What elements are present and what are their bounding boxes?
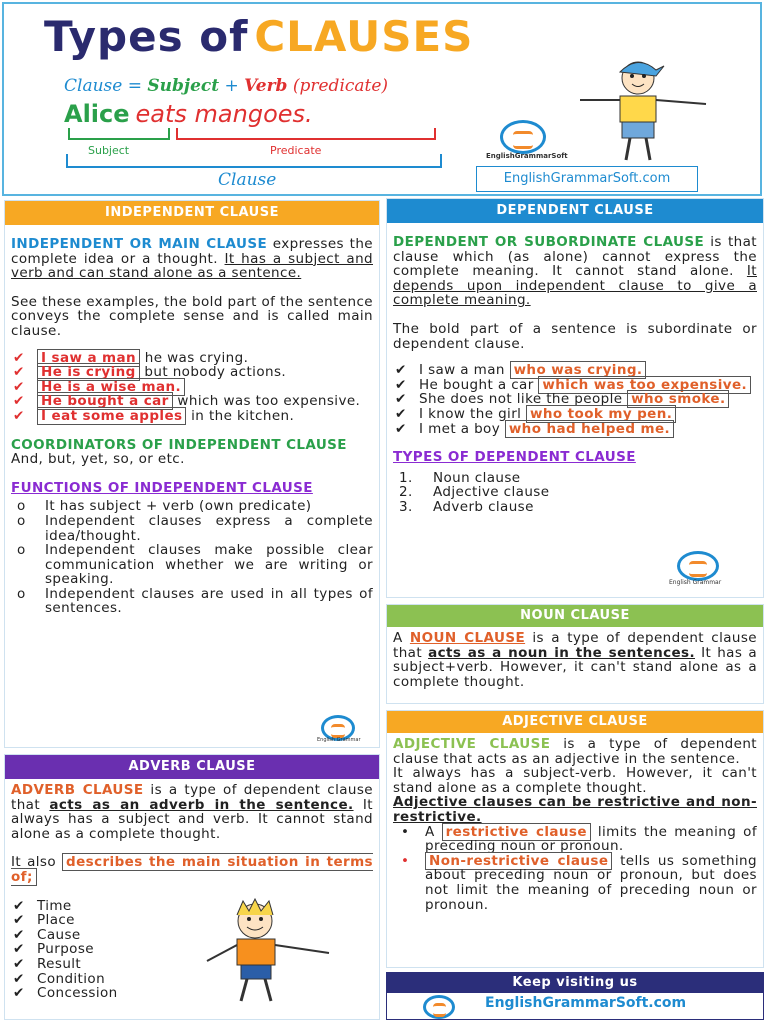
check-icon: ✔ <box>395 362 407 379</box>
adverb-text-1: is a type of dependent clause that <box>11 782 373 813</box>
independent-clause-section <box>4 200 380 748</box>
formula-predicate: (predicate) <box>292 76 389 96</box>
formula-clause: Clause <box>64 76 123 96</box>
adjective-item-text: tells us something about preceding noun or pronoun, but does not limit the meaning of preceding noun or pronoun. <box>425 852 757 913</box>
check-icon: ✔ <box>13 364 25 381</box>
example-rest: he was crying. <box>144 349 249 366</box>
brand-logo-icon <box>423 995 455 1019</box>
independent-intro <box>11 237 373 281</box>
dependent-intro-text: is that clause which (as alone) cannot express the complete meaning. It cannot stand alone. <box>393 234 757 280</box>
type-label: Adjective clause <box>433 484 550 501</box>
adverb-term-label: Result <box>37 955 82 972</box>
dependent-intro-term: DEPENDENT OR SUBORDINATE CLAUSE <box>393 234 705 250</box>
adverb-also-boxed: describes the main situation in terms of; <box>11 854 373 885</box>
adverb-term-label: Concession <box>37 985 118 1002</box>
site-link[interactable]: EnglishGrammarSoft.com <box>476 166 698 192</box>
type-label: Noun clause <box>433 469 521 486</box>
example-main-clause: He is crying <box>37 363 140 381</box>
list-item <box>393 422 757 437</box>
check-icon: ✔ <box>13 897 25 914</box>
adjective-text-1: is a type of dependent clause that acts as an adjective in the sentence. <box>393 736 757 767</box>
dependent-clause-section <box>386 198 764 598</box>
noun-heading: NOUN CLAUSE <box>387 605 763 627</box>
adjective-item-pre: A <box>425 823 435 840</box>
subject-label: Subject <box>88 144 130 157</box>
example-rest: which was too expensive. <box>177 393 361 410</box>
list-item: o Independent clauses express a complete idea/thought. <box>11 514 373 543</box>
example-main-clause: I eat some apples <box>37 407 186 425</box>
example-start: I know the girl <box>419 405 522 422</box>
independent-examples-list <box>11 351 373 424</box>
adverb-heading: ADVERB CLAUSE <box>5 755 379 779</box>
noun-bold: acts as a noun in the sentences. <box>428 644 696 661</box>
title-part-2: CLAUSES <box>254 12 474 61</box>
bullet-icon: • <box>401 852 410 869</box>
noun-body <box>393 631 757 689</box>
example-main-clause: I saw a man <box>37 349 140 367</box>
header-banner <box>2 2 762 196</box>
adjective-heading: ADJECTIVE CLAUSE <box>387 711 763 733</box>
logo-text: EnglishGrammarSoft <box>486 152 568 160</box>
example-sentence <box>64 100 313 128</box>
dependent-heading: DEPENDENT CLAUSE <box>387 199 763 223</box>
title-part-1: Types of <box>44 12 249 61</box>
list-item: o Independent clauses make possible clear communication whether we are writing or speaking. <box>11 543 373 587</box>
independent-intro-term: INDEPENDENT OR MAIN CLAUSE <box>11 236 268 252</box>
check-icon: ✔ <box>13 926 25 943</box>
formula-verb: Verb <box>244 76 288 96</box>
brand-logo-icon <box>677 551 719 581</box>
independent-body <box>11 237 373 616</box>
brand-logo-icon <box>500 120 546 154</box>
adverb-clause-section <box>4 754 380 1020</box>
functions-heading: FUNCTIONS OF INDEPENDENT CLAUSE <box>11 479 313 496</box>
kid-mascot-icon <box>199 897 339 1009</box>
coordinators-text: And, but, yet, so, or etc. <box>11 451 185 468</box>
page-title <box>44 12 473 61</box>
dependent-body <box>393 235 757 515</box>
example-start: I met a boy <box>419 420 501 437</box>
independent-heading: INDEPENDENT CLAUSE <box>5 201 379 225</box>
adjective-item-term: restrictive clause <box>442 823 591 841</box>
logo-text: English Grammar <box>317 737 361 743</box>
dependent-examples-intro: The bold part of a sentence is subordinate or dependent clause. <box>393 320 757 352</box>
types-heading: TYPES OF DEPENDENT CLAUSE <box>393 449 636 466</box>
example-main-clause: He bought a car <box>37 392 173 410</box>
adjective-item-text: limits the meaning of preceding noun or pronoun. <box>425 823 757 855</box>
check-icon: ✔ <box>13 955 25 972</box>
types-list <box>393 471 757 515</box>
footer-heading: Keep visiting us <box>387 973 763 993</box>
adjective-bold-line: Adjective clauses can be restrictive and non-restrictive. <box>393 794 757 825</box>
predicate-bracket <box>176 128 436 140</box>
example-main-clause: He is a wise man. <box>37 378 185 396</box>
check-icon: ✔ <box>13 349 25 366</box>
adverb-term-label: Purpose <box>37 941 94 958</box>
list-item <box>393 854 757 912</box>
adjective-text-2: It always has a subject-verb. However, it can't stand alone as a complete thought. <box>393 765 757 796</box>
adverb-also <box>11 855 373 884</box>
adverb-bold: acts as an adverb in the sentence. <box>49 796 354 813</box>
example-dependent-clause: who had helped me. <box>505 420 674 438</box>
formula-plus: + <box>224 76 239 96</box>
formula-subject: Subject <box>147 76 220 96</box>
adverb-text-2: It always has a subject and verb. It cannot stand alone as a complete thought. <box>11 796 373 842</box>
adjective-text <box>393 737 757 766</box>
formula-eq: = <box>127 76 142 96</box>
list-item: o It has subject + verb (own predicate) <box>11 499 373 514</box>
example-dependent-clause: who took my pen. <box>526 405 676 423</box>
adverb-term-label: Condition <box>37 970 106 987</box>
example-start: I saw a man <box>419 362 505 379</box>
subject-bracket <box>68 128 170 140</box>
adverb-term: ADVERB CLAUSE <box>11 782 144 798</box>
clause-label: Clause <box>218 170 277 190</box>
noun-article: A <box>393 630 403 646</box>
noun-clause-section <box>386 604 764 704</box>
independent-examples-intro: See these examples, the bold part of the sentence conveys the complete sense and is called main clause. <box>11 293 373 339</box>
list-item <box>393 825 757 854</box>
check-icon: ✔ <box>13 970 25 987</box>
list-item <box>11 409 373 424</box>
clause-formula <box>64 76 388 96</box>
noun-text <box>393 631 757 689</box>
adjective-item-term: Non-restrictive clause <box>425 852 612 870</box>
example-rest: but nobody actions. <box>144 364 287 381</box>
adverb-text <box>11 783 373 841</box>
check-icon: ✔ <box>395 405 407 422</box>
example-dependent-clause: who smoke. <box>627 390 729 408</box>
logo-text: English Grammar <box>669 579 722 586</box>
example-start: He bought a car <box>419 376 534 393</box>
dependent-examples-list <box>393 363 757 436</box>
footer-site-link[interactable]: EnglishGrammarSoft.com <box>485 995 687 1011</box>
dependent-intro <box>393 235 757 308</box>
type-label: Adverb clause <box>433 498 534 515</box>
check-icon: ✔ <box>13 378 25 395</box>
functions-list <box>11 499 373 616</box>
adverb-term-label: Cause <box>37 926 81 943</box>
adverb-term-label: Time <box>37 897 72 914</box>
coordinators-heading: COORDINATORS OF INDEPENDENT CLAUSE <box>11 436 347 453</box>
list-item: 2. Adjective clause <box>399 484 550 501</box>
check-icon: ✔ <box>13 912 25 929</box>
adverb-term-label: Place <box>37 912 75 929</box>
adjective-body <box>393 737 757 912</box>
adverb-also-pre: It also <box>11 854 57 871</box>
independent-intro-underlined: It has a subject and verb and can stand alone as a sentence. <box>11 250 373 282</box>
clause-bracket <box>66 154 442 168</box>
bullet-icon: • <box>401 823 410 840</box>
boy-mascot-icon <box>574 56 714 166</box>
adjective-clause-section <box>386 710 764 968</box>
example-predicate: eats mangoes. <box>135 100 313 128</box>
check-icon: ✔ <box>395 391 407 408</box>
example-dependent-clause: which was too expensive. <box>538 376 751 394</box>
check-icon: ✔ <box>13 985 25 1002</box>
adjective-term: ADJECTIVE CLAUSE <box>393 736 551 752</box>
list-item: 3. Adverb clause <box>399 498 534 515</box>
check-icon: ✔ <box>13 941 25 958</box>
check-icon: ✔ <box>13 393 25 410</box>
list-item: 1. Noun clause <box>399 469 521 486</box>
example-rest: in the kitchen. <box>191 407 295 424</box>
footer-section <box>386 972 764 1020</box>
example-start: She does not like the people <box>419 391 623 408</box>
list-item: o Independent clauses are used in all types of sentences. <box>11 587 373 616</box>
check-icon: ✔ <box>395 376 407 393</box>
example-subject: Alice <box>64 100 130 128</box>
adjective-list <box>393 825 757 913</box>
noun-term: NOUN CLAUSE <box>409 630 526 646</box>
predicate-label: Predicate <box>270 144 322 157</box>
noun-text-2: It has a subject+verb. However, it can't stand alone as a complete thought. <box>393 644 757 690</box>
noun-text-1: is a type of dependent clause that <box>393 630 757 661</box>
check-icon: ✔ <box>13 407 25 424</box>
example-dependent-clause: who was crying. <box>510 361 647 379</box>
independent-intro-text: expresses the complete idea or a thought. <box>11 236 373 267</box>
check-icon: ✔ <box>395 420 407 437</box>
dependent-intro-underlined: It depends upon independent clause to give a complete meaning. <box>393 263 757 309</box>
